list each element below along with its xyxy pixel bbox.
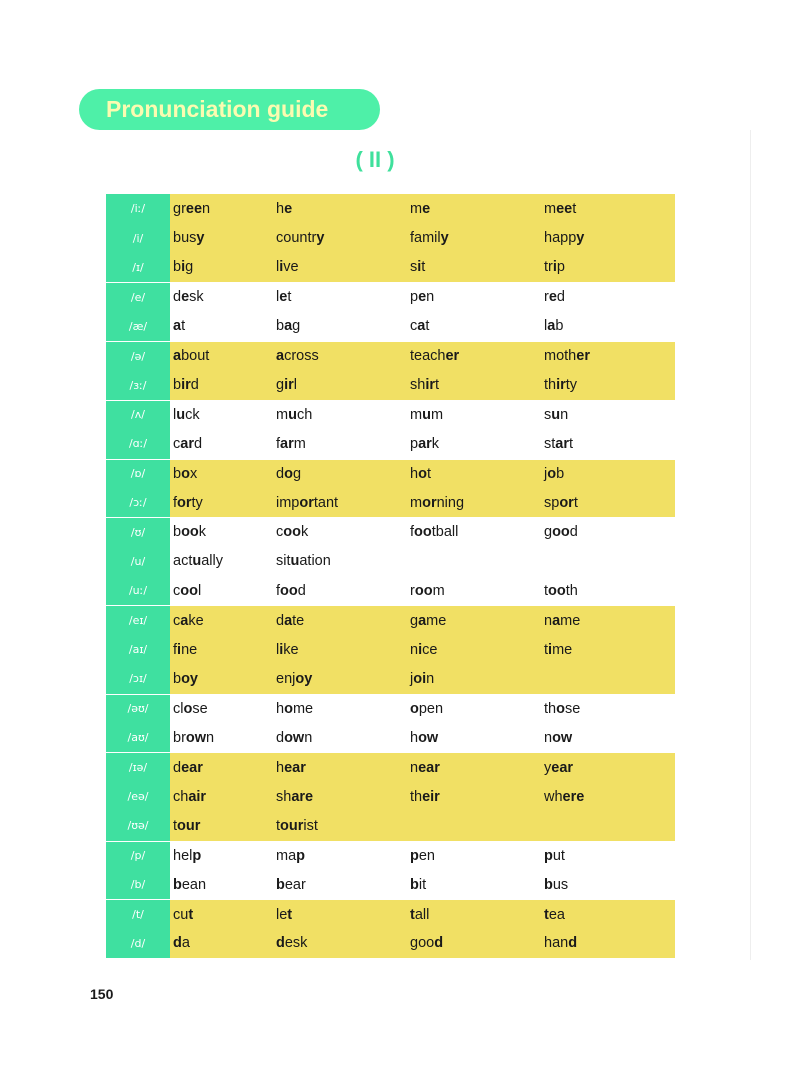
table-row	[106, 370, 675, 399]
example-word: date	[276, 612, 305, 629]
example-word: farm	[276, 435, 306, 452]
highlighted-letters: a	[417, 318, 426, 335]
highlighted-letters: d	[173, 935, 182, 952]
highlighted-letters: or	[299, 494, 314, 511]
example-word: across	[276, 348, 319, 365]
example-word: family	[410, 230, 449, 247]
example-word: cake	[173, 612, 204, 629]
example-word: cut	[173, 906, 194, 923]
table-row	[106, 694, 675, 723]
highlighted-letters: u	[551, 406, 561, 423]
table-row	[106, 194, 675, 223]
highlighted-letters: t	[544, 906, 549, 923]
example-word: about	[173, 348, 210, 365]
example-word: me	[410, 200, 431, 217]
table-row	[106, 841, 675, 870]
example-word: tourist	[276, 817, 318, 834]
highlighted-letters: o	[284, 700, 293, 717]
table-row	[106, 929, 675, 958]
table-row	[106, 899, 675, 928]
page-title: Pronunciation guide	[106, 96, 329, 122]
highlighted-letters: ear	[418, 759, 440, 776]
example-word: name	[544, 612, 581, 629]
highlighted-letters: o	[284, 465, 293, 482]
highlighted-letters: oo	[414, 582, 433, 599]
example-word: year	[544, 759, 574, 776]
example-word: game	[410, 612, 447, 629]
highlighted-letters: oo	[552, 524, 570, 541]
highlighted-letters: oi	[413, 670, 427, 687]
phonetic-symbol: /ɒ/	[106, 460, 170, 488]
example-word: cat	[410, 318, 430, 335]
highlighted-letters: ere	[562, 788, 585, 805]
highlighted-letters: ir	[284, 377, 294, 394]
highlighted-letters: oo	[280, 582, 298, 599]
highlighted-letters: o	[418, 465, 427, 482]
highlighted-letters: u	[290, 553, 300, 570]
example-word: important	[276, 494, 339, 511]
highlighted-letters: or	[422, 494, 437, 511]
example-word: boy	[173, 670, 198, 687]
table-row	[106, 429, 675, 458]
highlighted-letters: i	[279, 259, 284, 276]
phonetic-symbol: /ʊə/	[106, 811, 170, 840]
highlighted-letters: t	[287, 906, 293, 923]
example-word: let	[276, 289, 292, 306]
margin-rule	[750, 130, 751, 960]
example-word: down	[276, 729, 313, 746]
phonetic-symbol: /d/	[106, 929, 170, 958]
highlighted-letters: t	[410, 906, 415, 923]
example-word: tea	[544, 906, 565, 923]
highlighted-letters: e	[418, 289, 427, 306]
phonetic-symbol: /əʊ/	[106, 695, 170, 723]
highlighted-letters: i	[548, 641, 553, 658]
highlighted-letters: a	[173, 318, 182, 335]
phonetic-symbol: /i/	[106, 223, 170, 252]
example-word: card	[173, 435, 203, 452]
highlighted-letters: ear	[181, 759, 203, 776]
example-word: da	[173, 935, 190, 952]
highlighted-letters: y	[316, 230, 325, 247]
example-word: sport	[544, 494, 578, 511]
phonetic-symbol: /æ/	[106, 312, 170, 341]
highlighted-letters: ar	[280, 435, 294, 452]
example-word: at	[173, 318, 186, 335]
highlighted-letters: e	[284, 200, 293, 217]
highlighted-letters: are	[291, 788, 314, 805]
table-row	[106, 782, 675, 811]
example-word: big	[173, 259, 194, 276]
example-word: meet	[544, 200, 577, 217]
highlighted-letters: oo	[283, 524, 301, 541]
table-row	[106, 459, 675, 488]
highlighted-letters: a	[180, 612, 189, 629]
phonetic-symbol: /eɪ/	[106, 606, 170, 634]
example-word: tooth	[544, 582, 578, 599]
page-number: 150	[90, 986, 114, 1002]
table-row	[106, 723, 675, 752]
example-word: how	[410, 729, 439, 746]
example-word: green	[173, 200, 211, 217]
example-word: their	[410, 788, 440, 805]
highlighted-letters: ear	[284, 759, 306, 776]
highlighted-letters: e	[422, 200, 431, 217]
example-word: girl	[276, 377, 297, 394]
example-word: country	[276, 230, 325, 247]
phonetic-symbol: /e/	[106, 283, 170, 311]
highlighted-letters: our	[280, 817, 304, 834]
phonetic-symbol: /p/	[106, 842, 170, 870]
example-word: those	[544, 700, 581, 717]
table-row	[106, 282, 675, 311]
highlighted-letters: er	[576, 348, 590, 365]
example-word: forty	[173, 494, 203, 511]
table-row	[106, 811, 675, 840]
highlighted-letters: e	[279, 289, 288, 306]
example-word: bear	[276, 876, 306, 893]
example-word: much	[276, 406, 313, 423]
highlighted-letters: a	[284, 318, 293, 335]
example-word: desk	[173, 289, 204, 306]
highlighted-letters: our	[177, 817, 201, 834]
highlighted-letters: ir	[425, 377, 435, 394]
example-word: shirt	[410, 377, 440, 394]
example-word: trip	[544, 259, 565, 276]
highlighted-letters: a	[284, 612, 293, 629]
phonetic-symbol: /ɑː/	[106, 429, 170, 458]
example-word: map	[276, 847, 306, 864]
example-word: tour	[173, 817, 201, 834]
phonetic-symbol: /ɜː/	[106, 370, 170, 399]
example-word: hear	[276, 759, 306, 776]
highlighted-letters: d	[568, 935, 578, 952]
phonetic-symbol: /b/	[106, 870, 170, 899]
table-row	[106, 223, 675, 252]
highlighted-letters: a	[418, 612, 427, 629]
phonetic-symbol: /ʊ/	[106, 518, 170, 546]
example-word: hot	[410, 465, 431, 482]
highlighted-letters: ir	[181, 377, 191, 394]
table-row	[106, 664, 675, 693]
phonetic-symbol: /aɪ/	[106, 635, 170, 664]
phonetic-symbol: /ɪ/	[106, 253, 170, 282]
phonetic-symbol: /ə/	[106, 342, 170, 370]
example-word: thirty	[544, 377, 578, 394]
highlighted-letters: ee	[556, 200, 573, 217]
example-word: like	[276, 641, 299, 658]
highlighted-letters: y	[196, 230, 205, 247]
highlighted-letters: t	[188, 906, 194, 923]
highlighted-letters: air	[188, 788, 207, 805]
example-word: home	[276, 700, 314, 717]
example-word: put	[544, 847, 565, 864]
highlighted-letters: oo	[181, 524, 199, 541]
example-word: desk	[276, 935, 308, 952]
highlighted-letters: o	[410, 700, 419, 717]
table-row	[106, 517, 675, 546]
highlighted-letters: e	[548, 289, 557, 306]
table-row	[106, 870, 675, 899]
example-word: bird	[173, 377, 199, 394]
example-word: bag	[276, 318, 301, 335]
highlighted-letters: p	[192, 847, 202, 864]
example-word: cook	[276, 524, 309, 541]
example-word: luck	[173, 406, 200, 423]
highlighted-letters: u	[422, 406, 431, 423]
highlighted-letters: ow	[552, 729, 573, 746]
highlighted-letters: er	[445, 348, 460, 365]
example-word: sun	[544, 406, 569, 423]
example-word: happy	[544, 230, 585, 247]
example-word: dear	[173, 759, 203, 776]
highlighted-letters: b	[173, 876, 182, 893]
example-word: situation	[276, 553, 331, 570]
highlighted-letters: i	[417, 259, 422, 276]
highlighted-letters: i	[418, 641, 423, 658]
example-word: room	[410, 582, 445, 599]
example-word: good	[410, 935, 444, 952]
highlighted-letters: d	[434, 935, 444, 952]
highlighted-letters: oo	[548, 582, 566, 599]
highlighted-letters: ow	[185, 729, 207, 746]
table-row	[106, 635, 675, 664]
highlighted-letters: oo	[180, 582, 198, 599]
highlighted-letters: y	[440, 230, 449, 247]
highlighted-letters: ear	[551, 759, 574, 776]
highlighted-letters: ar	[180, 435, 194, 452]
example-word: box	[173, 465, 198, 482]
highlighted-letters: b	[276, 876, 285, 893]
example-word: red	[544, 289, 565, 306]
example-word: morning	[410, 494, 465, 511]
highlighted-letters: oy	[181, 670, 198, 687]
highlighted-letters: i	[181, 259, 186, 276]
example-word: pen	[410, 289, 435, 306]
example-word: chair	[173, 788, 207, 805]
phonetic-symbol: /u/	[106, 547, 170, 576]
example-word: open	[410, 700, 444, 717]
example-word: bean	[173, 876, 207, 893]
highlighted-letters: o	[556, 700, 565, 717]
highlighted-letters: ar	[555, 435, 569, 452]
highlighted-letters: u	[192, 553, 202, 570]
highlighted-letters: or	[177, 494, 192, 511]
example-word: help	[173, 847, 202, 864]
example-word: park	[410, 435, 440, 452]
highlighted-letters: b	[544, 876, 553, 893]
example-word: actually	[173, 553, 223, 570]
highlighted-letters: b	[410, 876, 419, 893]
example-word: time	[544, 641, 573, 658]
example-word: mother	[544, 348, 590, 365]
example-word: lab	[544, 318, 564, 335]
example-word: share	[276, 788, 314, 805]
table-row	[106, 488, 675, 517]
highlighted-letters: i	[177, 641, 182, 658]
highlighted-letters: a	[547, 318, 556, 335]
highlighted-letters: a	[552, 612, 561, 629]
example-word: pen	[410, 847, 435, 864]
highlighted-letters: eir	[422, 788, 440, 805]
phonetic-symbol: /ɔː/	[106, 488, 170, 517]
phonetic-symbol: /ʌ/	[106, 401, 170, 429]
highlighted-letters: oy	[295, 670, 313, 687]
example-word: join	[410, 670, 435, 687]
highlighted-letters: p	[544, 847, 553, 864]
phonetic-symbol: /uː/	[106, 576, 170, 605]
highlighted-letters: u	[176, 406, 186, 423]
example-word: live	[276, 259, 299, 276]
highlighted-letters: ow	[284, 729, 305, 746]
example-word: start	[544, 435, 574, 452]
highlighted-letters: u	[288, 406, 297, 423]
highlighted-letters: p	[296, 847, 306, 864]
highlighted-letters: y	[576, 230, 585, 247]
example-word: nice	[410, 641, 438, 658]
phonetic-symbol: /ɔɪ/	[106, 664, 170, 693]
example-word: bit	[410, 876, 427, 893]
example-word: cool	[173, 582, 202, 599]
example-word: sit	[410, 259, 426, 276]
example-word: hand	[544, 935, 578, 952]
example-word: close	[173, 700, 208, 717]
example-word: he	[276, 200, 293, 217]
example-word: near	[410, 759, 440, 776]
highlighted-letters: or	[559, 494, 574, 511]
example-word: enjoy	[276, 670, 313, 687]
example-word: tall	[410, 906, 430, 923]
phonetic-symbol: /eə/	[106, 782, 170, 811]
example-word: dog	[276, 465, 302, 482]
table-row	[106, 312, 675, 341]
highlighted-letters: o	[183, 700, 193, 717]
table-row	[106, 547, 675, 576]
example-word: now	[544, 729, 573, 746]
table-row	[106, 752, 675, 781]
highlighted-letters: d	[276, 935, 285, 952]
highlighted-letters: ar	[418, 435, 432, 452]
highlighted-letters: p	[410, 847, 419, 864]
section-subtitle: ( II )	[355, 147, 395, 172]
table-row	[106, 576, 675, 605]
example-word: good	[544, 524, 578, 541]
phonetic-symbol: /ɪə/	[106, 753, 170, 781]
table-row	[106, 253, 675, 282]
highlighted-letters: i	[552, 259, 557, 276]
example-word: teacher	[410, 348, 460, 365]
example-word: fine	[173, 641, 198, 658]
pronunciation-table	[106, 194, 675, 958]
example-word: bus	[544, 876, 569, 893]
highlighted-letters: o	[181, 465, 190, 482]
phonetic-symbol: /t/	[106, 900, 170, 928]
highlighted-letters: ow	[418, 729, 439, 746]
highlighted-letters: e	[181, 289, 190, 306]
table-row	[106, 400, 675, 429]
example-word: let	[276, 906, 293, 923]
highlighted-letters: a	[173, 348, 182, 365]
phonetic-symbol: /iː/	[106, 194, 170, 223]
table-row	[106, 341, 675, 370]
highlighted-letters: a	[276, 348, 285, 365]
example-word: mum	[410, 406, 444, 423]
example-word: where	[544, 788, 585, 805]
example-word: book	[173, 524, 207, 541]
example-word: busy	[173, 230, 205, 247]
example-word: job	[544, 465, 565, 482]
table-row	[106, 605, 675, 634]
highlighted-letters: ir	[556, 377, 566, 394]
example-word: food	[276, 582, 306, 599]
example-word: brown	[173, 729, 215, 746]
highlighted-letters: ee	[185, 200, 203, 217]
highlighted-letters: o	[547, 465, 557, 482]
highlighted-letters: oo	[414, 524, 432, 541]
example-word: football	[410, 524, 459, 541]
highlighted-letters: i	[279, 641, 284, 658]
phonetic-symbol: /aʊ/	[106, 723, 170, 752]
